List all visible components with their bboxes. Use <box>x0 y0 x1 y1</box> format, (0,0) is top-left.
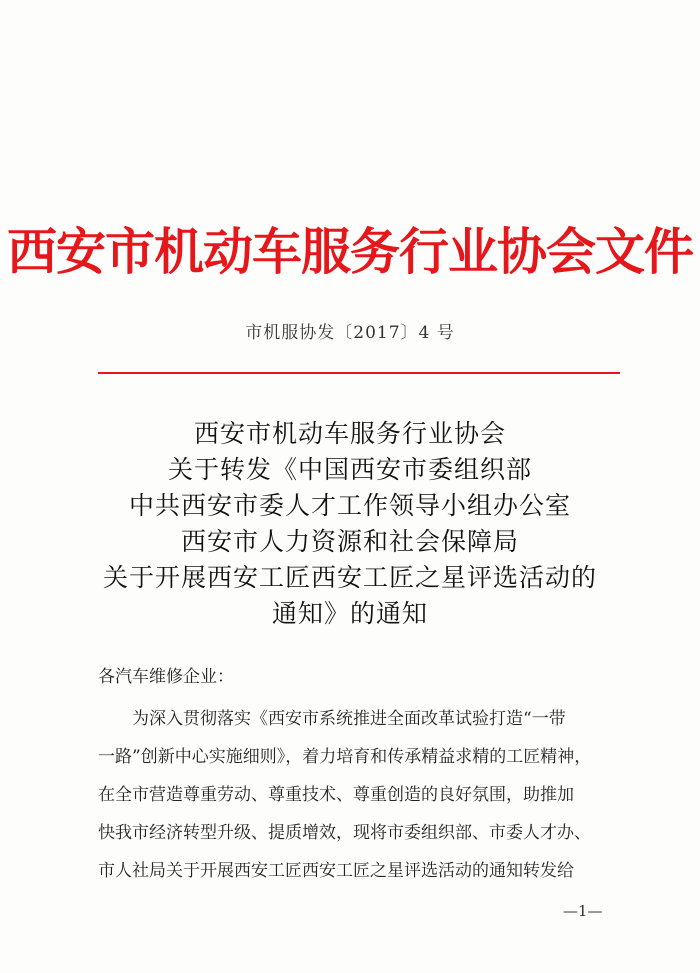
paragraph-line: 市人社局关于开展西安工匠西安工匠之星评选活动的通知转发给 <box>98 861 574 881</box>
paragraph-line: 在全市营造尊重劳动、尊重技术、尊重创造的良好氛围，助推加 <box>98 785 574 805</box>
red-divider-line <box>98 372 620 374</box>
document-header-title: 西安市机动车服务行业协会文件 <box>7 222 693 281</box>
body-paragraph <box>98 700 620 890</box>
title-line: 关于开展西安工匠西安工匠之星评选活动的 <box>102 563 597 592</box>
title-line: 西安市人力资源和社会保障局 <box>180 527 519 556</box>
notice-title <box>0 416 700 632</box>
title-line: 西安市机动车服务行业协会 <box>193 419 506 448</box>
title-line: 关于转发《中国西安市委组织部 <box>167 455 532 484</box>
paragraph-line: 快我市经济转型升级、提质增效，现将市委组织部、市委人才办、 <box>98 823 591 843</box>
paragraph-line: 一路”创新中心实施细则》，着力培育和传承精益求精的工匠精神， <box>98 747 592 767</box>
title-line: 中共西安市委人才工作领导小组办公室 <box>128 491 571 520</box>
salutation: 各汽车维修企业： <box>98 667 234 687</box>
paragraph-line: 为深入贯彻落实《西安市系统推进全面改革试验打造“一带 <box>132 709 566 729</box>
title-line: 通知》的通知 <box>271 599 428 628</box>
document-number: 市机服协发〔2017〕4 号 <box>245 323 455 343</box>
page-number: —1— <box>563 902 603 920</box>
